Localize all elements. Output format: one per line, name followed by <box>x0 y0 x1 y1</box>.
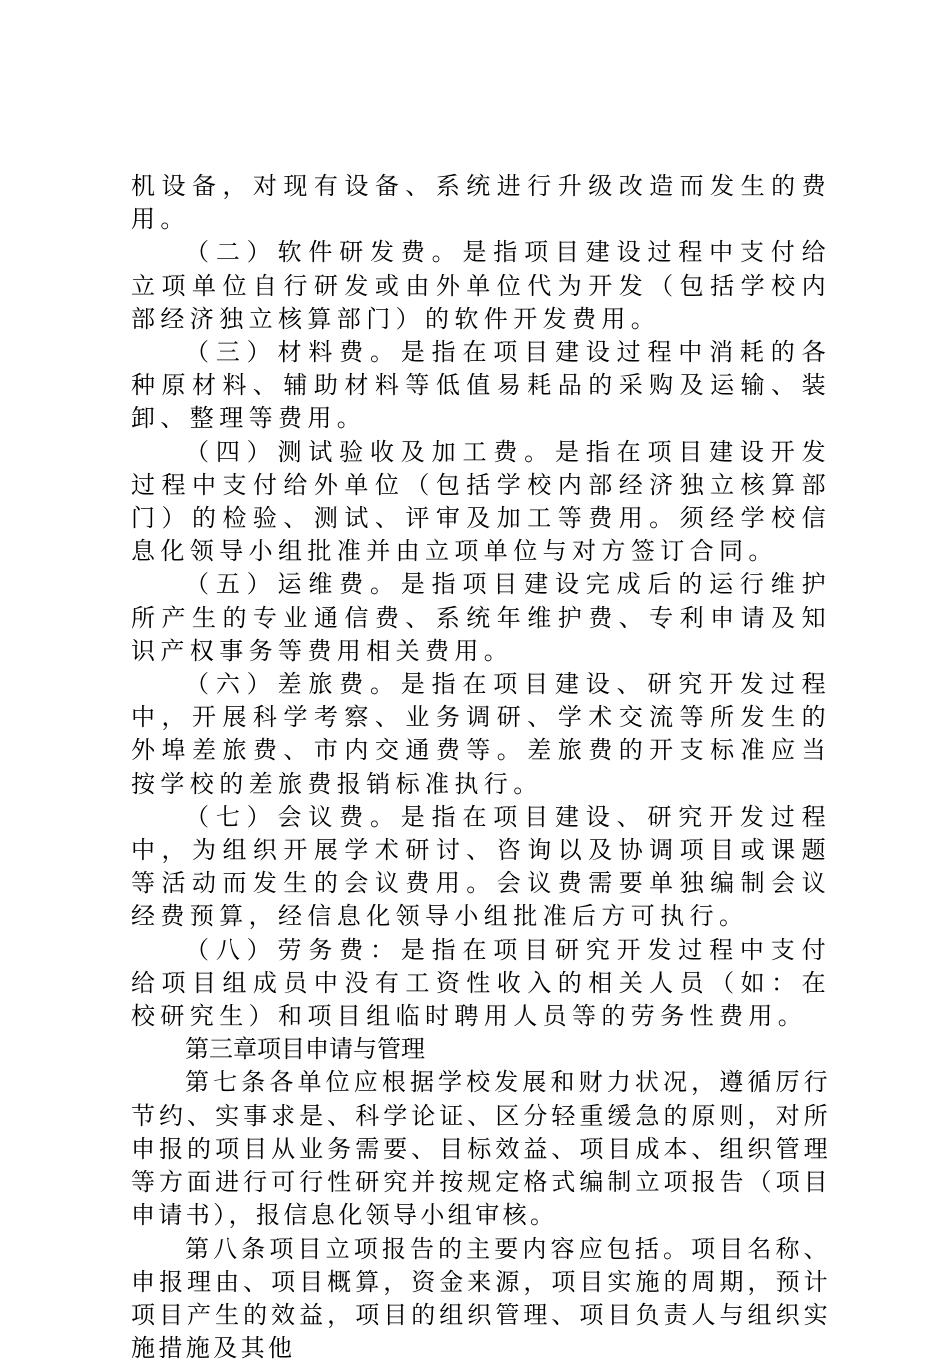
article-seven: 第七条各单位应根据学校发展和财力状况，遵循厉行节约、实事求是、科学论证、区分轻重缓急的原则，对所申报的项目从业务需要、目标效益、项目成本、组织管理等方面进行可行性研究并按规定格式编制立项报告（项目申请书），报信息化领导小组审核。 <box>131 1066 831 1232</box>
paragraph-material-fee: （三）材料费。是指在项目建设过程中消耗的各种原材料、辅助材料等低值易耗品的采购及运输、装卸、整理等费用。 <box>131 336 831 436</box>
paragraph-software-dev-fee: （二）软件研发费。是指项目建设过程中支付给立项单位自行研发或由外单位代为开发（包括学校内部经济独立核算部门）的软件开发费用。 <box>131 236 831 336</box>
paragraph-meeting-fee: （七）会议费。是指在项目建设、研究开发过程中，为组织开展学术研讨、咨询以及协调项目或课题等活动而发生的会议费用。会议费需要单独编制会议经费预算，经信息化领导小组批准后方可执行。 <box>131 801 831 934</box>
chapter-heading: 第三章项目申请与管理 <box>131 1033 831 1066</box>
document-body <box>131 170 831 1365</box>
paragraph-travel-fee: （六）差旅费。是指在项目建设、研究开发过程中，开展科学考察、业务调研、学术交流等所发生的外埠差旅费、市内交通费等。差旅费的开支标准应当按学校的差旅费报销标准执行。 <box>131 668 831 801</box>
paragraph-continuation: 机设备，对现有设备、系统进行升级改造而发生的费用。 <box>131 170 831 236</box>
paragraph-maintenance-fee: （五）运维费。是指项目建设完成后的运行维护所产生的专业通信费、系统年维护费、专利申请及知识产权事务等费用相关费用。 <box>131 568 831 668</box>
paragraph-labor-fee: （八）劳务费：是指在项目研究开发过程中支付给项目组成员中没有工资性收入的相关人员（如：在校研究生）和项目组临时聘用人员等的劳务性费用。 <box>131 934 831 1034</box>
paragraph-testing-fee: （四）测试验收及加工费。是指在项目建设开发过程中支付给外单位（包括学校内部经济独立核算部门）的检验、测试、评审及加工等费用。须经学校信息化领导小组批准并由立项单位与对方签订合同。 <box>131 436 831 569</box>
article-eight: 第八条项目立项报告的主要内容应包括。项目名称、申报理由、项目概算，资金来源，项目实施的周期，预计项目产生的效益，项目的组织管理、项目负责人与组织实施措施及其他 <box>131 1233 831 1365</box>
